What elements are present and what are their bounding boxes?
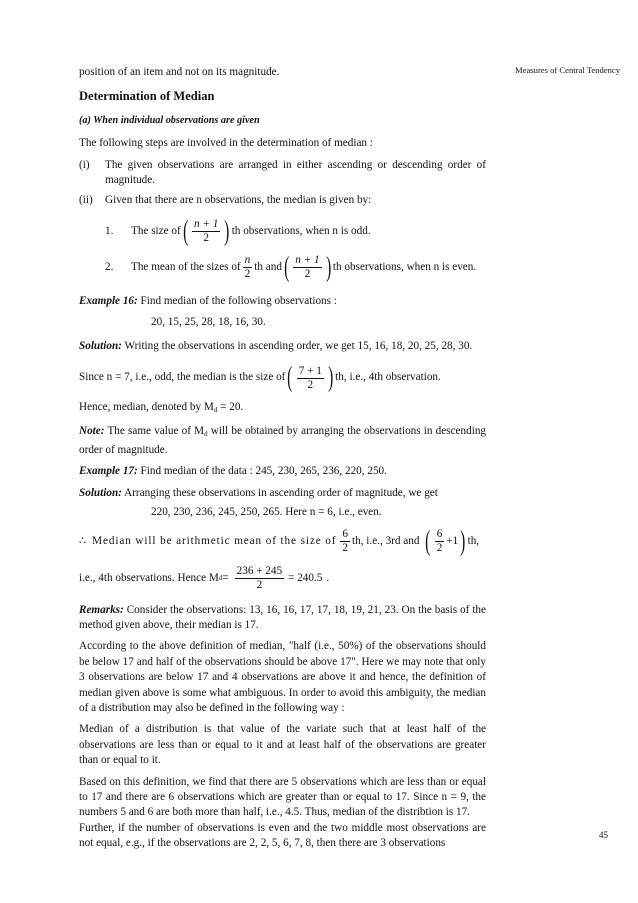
example-text: Find median of the following observations : [137,294,337,307]
rule-text-post: th observations, when n is even. [332,261,477,274]
fraction-denominator: 2 [342,542,349,554]
remarks-label: Remarks: [79,603,124,616]
fraction-numerator: 6 [342,528,349,540]
rule-text-pre: The mean of the sizes of [131,261,241,274]
fraction-denominator: 2 [256,579,263,591]
result-eq: = [222,571,229,584]
step-label: (i) [79,158,90,171]
fraction-group: ( $\frac{n + 1}{2}$ ) [182,215,230,247]
solution-16 [79,339,486,354]
fraction-numerator: 7 + 1 [298,364,322,377]
intro-line: position of an item and not on its magnitude. [79,66,280,78]
hence-text: Hence, median, denoted by M [79,401,214,414]
hence-line [79,400,486,418]
paragraph: Based on this definition, we find that there are 5 observations which are less than or equal to 17 and there are 6 observations which are greater than or equal to 17. Since n = 9, the numbers 5 and 6 are both more than half, i.e., 4.5. Thus, median of the distribtion is 17. [79,775,486,819]
since-line [79,360,486,396]
sorted-data: 220, 230, 236, 245, 250, 265. Here n = 6, i.e., even. [151,506,382,519]
mean-mid: th, i.e., 3rd and [352,534,420,547]
rule-text-post: th observations, when n is odd. [231,225,371,238]
since-post: th, i.e., 4th observation. [335,371,441,384]
example-16-data: 20, 15, 25, 28, 18, 16, 30. [151,316,266,329]
section-subtitle: (a) When individual observations are given [79,114,260,126]
fraction-numerator: n [244,254,251,267]
solution-text: Writing the observations in ascending order, we get 15, 16, 18, 20, 25, 28, 30. [121,339,473,352]
fraction [340,528,350,555]
fraction [235,565,284,592]
paragraph: According to the above definition of median, "half (i.e., 50%) of the observations should be below 17 and half of the observations should be above 17". Here we may note that only 3 observations are below 17 and 4 observations are above it and hence, the definition of median given above is some what ambiguous. In order to avoid this ambiguity, the median of a distribution may also be defined in the following way : [79,640,486,714]
note-text: The same value of M [104,425,205,438]
fraction [435,528,445,555]
fraction-numerator: n + 1 [295,254,320,267]
rule-text-pre: The size of [131,225,181,238]
page-number: 45 [599,830,608,840]
fraction [297,365,324,392]
therefore-symbol: ∴ [79,534,87,547]
note-label: Note: [79,425,105,438]
median-mean-line [79,523,486,561]
fraction-denominator: 2 [307,378,314,391]
since-pre: Since n = 7, i.e., odd, the median is the size of [79,371,286,384]
fraction-numerator: n + 1 [194,218,219,231]
fraction-numerator: 236 + 245 [236,565,283,577]
fraction-plus: +1 [446,534,459,547]
rule-number: 2. [105,261,114,274]
remarks [79,603,486,634]
section-title: Determination of Median [79,89,215,104]
step-text: Given that there are n observations, the median is given by: [105,194,372,207]
step-text: The given observations are arranged in either ascending or descending order of magnitude. [105,158,486,187]
section-lead: The following steps are involved in the determination of median : [79,137,373,150]
note [79,424,486,458]
fraction-group: ( $\frac{7 + 1}{2}$ ) [287,362,334,394]
fraction [293,254,321,281]
hence-value: = 20. [217,401,244,414]
solution-label: Solution: [79,486,122,499]
example-17 [79,464,486,479]
fraction-denominator: 2 [203,232,209,245]
rule-text-mid: th and [254,261,282,274]
fraction [192,218,220,245]
fraction-numerator: 6 [436,528,443,540]
example-label: Example 16: [79,294,138,307]
solution-17 [79,486,486,501]
mean-pre: Median will be arithmetic mean of the size of [92,534,337,547]
example-label: Example 17: [79,465,138,478]
result-value: = 240.5 [288,571,323,584]
step-item [79,193,486,208]
solution-text: Arranging these observations in ascending order of magnitude, we get [121,486,438,499]
page-body [79,65,486,852]
fraction-denominator: 2 [304,268,311,281]
rule-number: 1. [105,225,114,238]
result-pre: i.e., 4th observations. Hence M [79,571,219,584]
hence-subscript: d [213,406,218,415]
rule-odd [105,214,486,250]
fraction-denominator: 2 [244,268,251,281]
fraction-group: ( $\frac{6}{2}$ +1 ) [425,525,466,557]
example-16 [79,294,486,309]
step-item [79,158,486,189]
result-line [79,561,486,597]
example-text: Find median of the data : 245, 230, 265, 236, 220, 250. [137,465,387,478]
paragraph: Median of a distribution is that value of the variate such that at least half of the observations are less than or equal to it and at least half of the observations are greater than or equal to it. [79,723,486,767]
result-end: . [326,571,330,584]
fraction [243,254,253,281]
paragraph: Further, if the number of observations is even and the two middle most observations are not equal, e.g., if the observations are 2, 2, 5, 6, 7, 8, then there are 3 observations [79,821,486,850]
note-subscript: d [204,430,208,439]
note-text-post: will be obtained by arranging the observations in descending order of magnitude. [79,425,487,456]
fraction-group: ( $\frac{n + 1}{2}$ ) [284,251,331,283]
remarks-text: Consider the observations: 13, 16, 16, 17, 17, 18, 19, 21, 23. On the basis of the method given above, their median is 17. [79,603,486,631]
rule-even [105,250,486,286]
running-header: Measures of Central Tendency [515,65,620,75]
solution-label: Solution: [79,339,122,352]
step-label: (ii) [79,194,93,207]
fraction-denominator: 2 [436,542,443,554]
mean-post: th, [467,534,480,547]
result-subscript: d [218,573,223,582]
